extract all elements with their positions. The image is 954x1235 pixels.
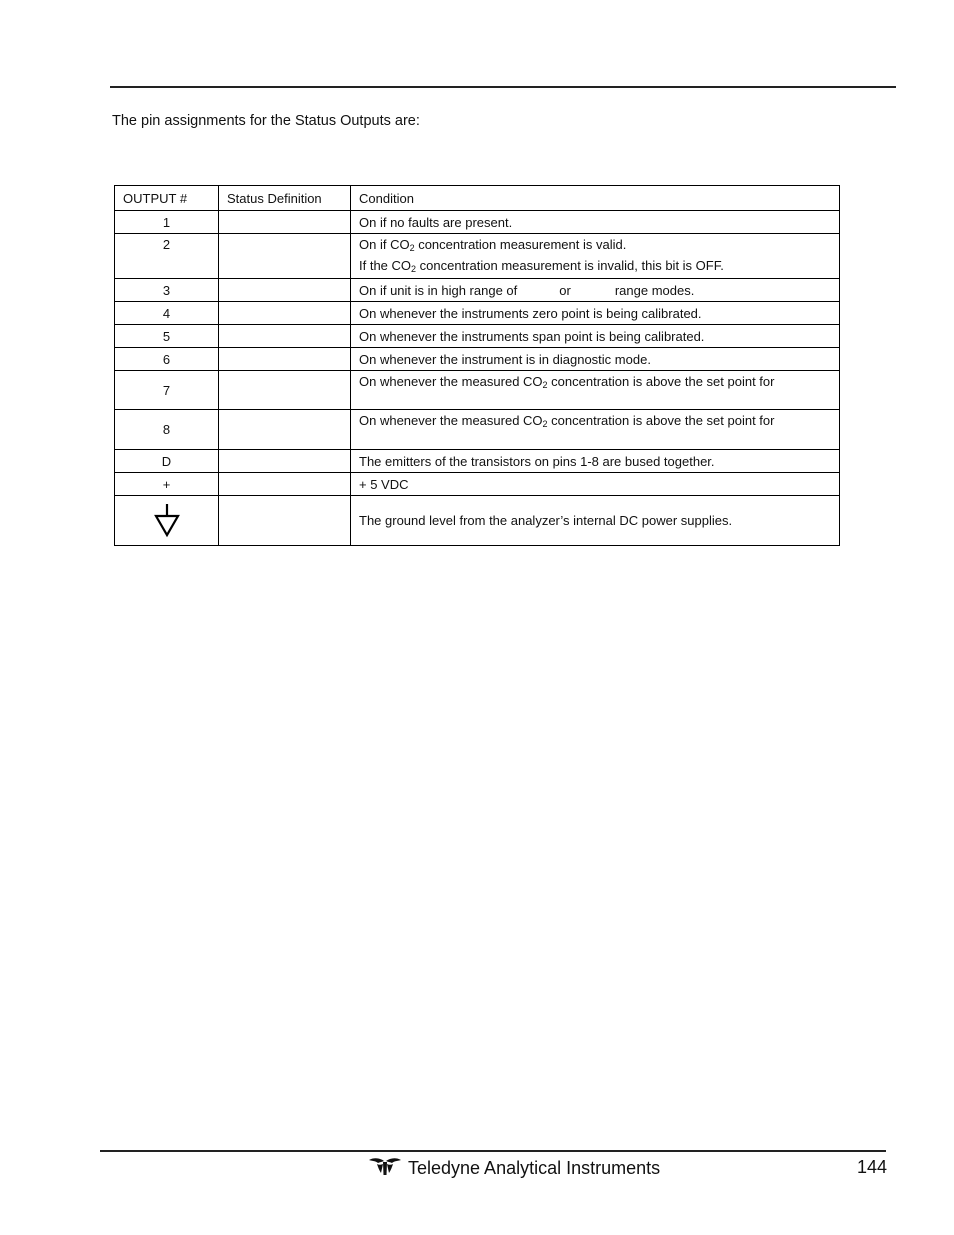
table-row <box>115 473 840 496</box>
output-number: 5 <box>115 325 219 348</box>
footer-rule <box>100 1150 886 1152</box>
status-definition <box>219 473 351 496</box>
table-row <box>115 302 840 325</box>
output-number: D <box>115 450 219 473</box>
output-number: + <box>115 473 219 496</box>
header-output: OUTPUT # <box>115 186 219 211</box>
header-rule <box>110 86 896 88</box>
condition-text: The ground level from the analyzer’s internal DC power supplies. <box>351 496 840 546</box>
condition-text: On whenever the instruments zero point is being calibrated. <box>351 302 840 325</box>
condition-text: On whenever the measured $CO_2$ concentration is above the set point for <box>351 371 840 410</box>
table-row <box>115 234 840 279</box>
output-number: 8 <box>115 410 219 450</box>
output-number: 4 <box>115 302 219 325</box>
output-number: 3 <box>115 279 219 302</box>
condition-text: On whenever the measured $CO_2$ concentration is above the set point for <box>351 410 840 450</box>
table-row <box>115 371 840 410</box>
condition-text: On whenever the instruments span point is being calibrated. <box>351 325 840 348</box>
header-condition: Condition <box>351 186 840 211</box>
condition-line-2: If the $CO_2$ concentration measurement is invalid, this bit is OFF. <box>359 258 724 274</box>
page-number: 144 <box>857 1157 888 1177</box>
footer-brand-text: Teledyne Analytical Instruments <box>408 1158 661 1178</box>
output-number: 6 <box>115 348 219 371</box>
condition-text: The emitters of the transistors on pins 1-8 are bused together. <box>351 450 840 473</box>
status-outputs-table <box>114 185 840 546</box>
status-definition <box>219 211 351 234</box>
status-definition <box>219 348 351 371</box>
condition-line-1: On if $CO_2$ concentration measurement is valid. <box>359 237 627 253</box>
table-row <box>115 450 840 473</box>
output-number: 7 <box>115 371 219 410</box>
table-row <box>115 325 840 348</box>
status-definition <box>219 410 351 450</box>
table-header-row <box>115 186 840 211</box>
output-number: 1 <box>115 211 219 234</box>
status-definition <box>219 234 351 279</box>
condition-text: On if unit is in high range of or range modes. <box>351 279 840 302</box>
condition-text: On if no faults are present. <box>351 211 840 234</box>
header-status-definition: Status Definition <box>219 186 351 211</box>
condition-text: + 5 VDC <box>351 473 840 496</box>
output-number: 2 <box>115 234 219 279</box>
table-row <box>115 410 840 450</box>
status-definition <box>219 450 351 473</box>
table-row <box>115 496 840 546</box>
status-definition <box>219 325 351 348</box>
table-row <box>115 211 840 234</box>
condition-text: On whenever the instrument is in diagnostic mode. <box>351 348 840 371</box>
ground-symbol-icon <box>115 496 219 546</box>
status-definition <box>219 496 351 546</box>
status-definition <box>219 371 351 410</box>
status-definition <box>219 302 351 325</box>
footer-brand <box>368 1156 660 1181</box>
status-definition <box>219 279 351 302</box>
condition-text <box>351 234 840 279</box>
teledyne-logo-icon <box>368 1156 402 1181</box>
intro-text: The pin assignments for the Status Outputs are: <box>112 113 420 129</box>
table-row <box>115 348 840 371</box>
table-row <box>115 279 840 302</box>
